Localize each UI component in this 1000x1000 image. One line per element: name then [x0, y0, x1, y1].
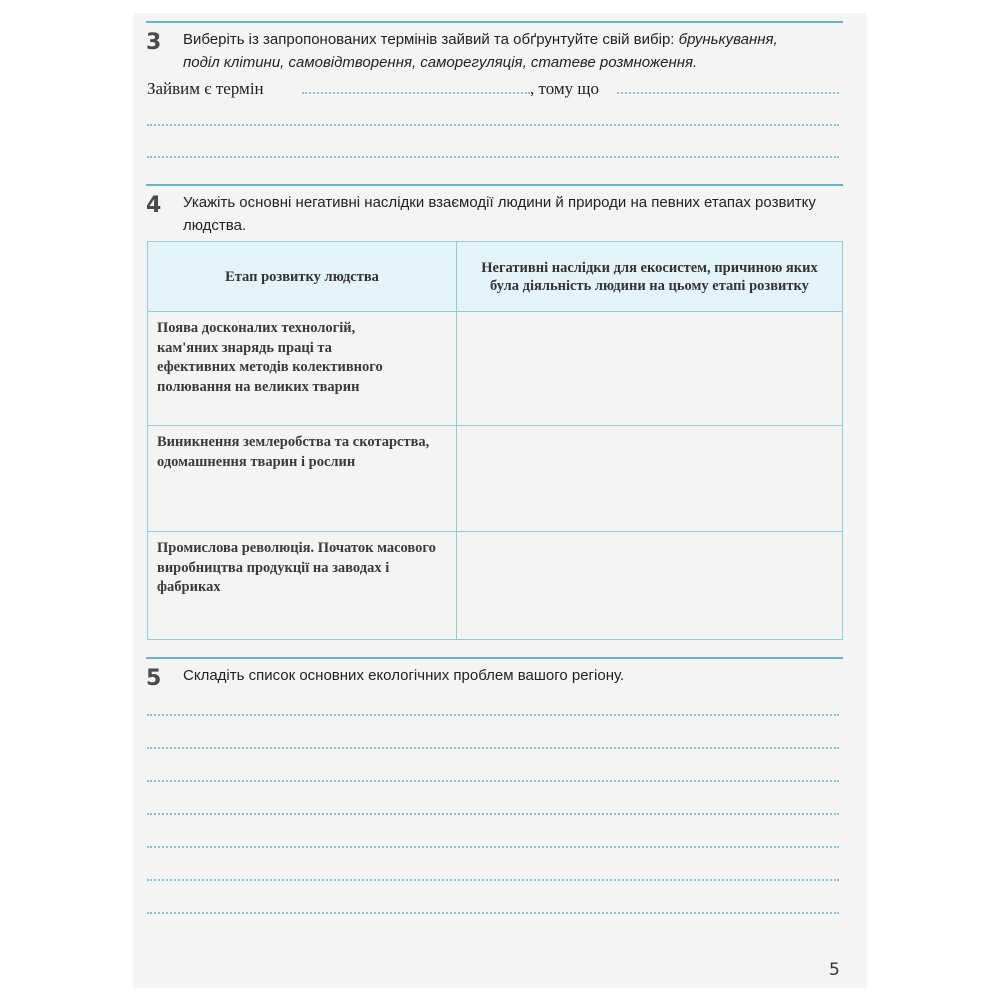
task-prompt: Укажіть основні негативні наслідки взаємодії людини й природи на певних етапах розвитку людства. [183, 194, 816, 234]
consequences-cell[interactable] [457, 426, 843, 532]
terms-list: брунькування, [678, 31, 778, 48]
answer-line[interactable] [147, 714, 839, 716]
answer-line[interactable] [147, 780, 839, 782]
consequences-cell[interactable] [457, 312, 843, 426]
stage-text: Поява досконалих технологій, кам'яних знарядь праці та ефективних методів колективного полювання на великих тварин [157, 320, 383, 395]
stage-text: Виникнення землеробства та скотарства, одомашнення тварин і рослин [157, 434, 430, 470]
answer-line[interactable] [147, 912, 839, 914]
terms-list-cont: поділ клітини, самовідтворення, саморегуляція, статеве розмноження. [183, 54, 698, 71]
table-header-row [148, 242, 843, 312]
task-prompt: Складіть список основних екологічних проблем вашого регіону. [183, 667, 625, 684]
task-instruction: Виберіть із запропонованих термінів зайвий та обґрунтуйте свій вибір: [183, 31, 679, 48]
consequences-cell[interactable] [457, 532, 843, 640]
table-row [148, 426, 843, 532]
stage-cell [148, 312, 457, 426]
section-divider [146, 184, 843, 186]
stage-cell [148, 426, 457, 532]
answer-line-term[interactable] [302, 92, 530, 94]
answer-line[interactable] [147, 124, 839, 126]
column-header-consequences: Негативні наслідки для екосистем, причиною яких була діяльність людини на цьому етапі розвитку [457, 242, 843, 312]
stage-cell [148, 532, 457, 640]
answer-middle: , тому що [530, 79, 599, 98]
task-prompt [183, 28, 848, 74]
answer-line[interactable] [617, 92, 839, 94]
task-number: 5 [146, 666, 162, 691]
stages-table [147, 241, 843, 640]
answer-line[interactable] [147, 879, 839, 881]
page-number: 5 [829, 960, 840, 980]
task-number: 4 [146, 193, 162, 218]
table-row [148, 312, 843, 426]
answer-line[interactable] [147, 156, 839, 158]
answer-line[interactable] [147, 747, 839, 749]
section-divider [146, 657, 843, 659]
stage-text: Промислова революція. Початок масового виробництва продукції на заводах і фабриках [157, 540, 436, 595]
answer-line[interactable] [147, 846, 839, 848]
task-number: 3 [146, 30, 162, 55]
answer-prefix: Зайвим є термін [147, 79, 264, 98]
section-divider [146, 21, 843, 23]
answer-line[interactable] [147, 813, 839, 815]
table-row [148, 532, 843, 640]
column-header-stage: Етап розвитку людства [148, 242, 457, 312]
